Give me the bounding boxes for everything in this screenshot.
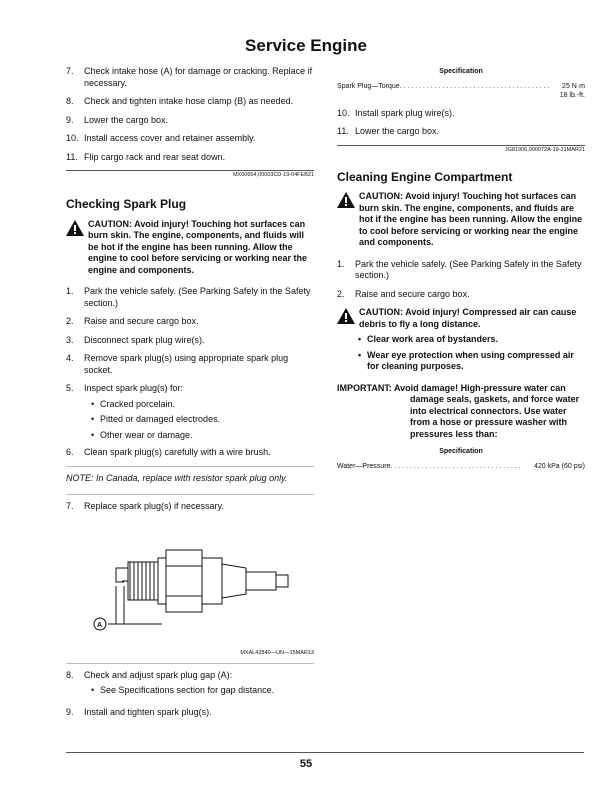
bullet-item	[91, 685, 314, 697]
spec-value: 420 kPa (60 psi)	[534, 462, 585, 470]
step-item	[337, 289, 585, 301]
step-item	[66, 286, 314, 309]
spec-row	[337, 82, 585, 91]
bullet-dot: •	[358, 334, 362, 344]
important-notice: IMPORTANT: Avoid damage! High-pressure water can damage seals, gaskets, and force water into electrical connectors. Use water from a hose or pressure washer with pressures less than:	[337, 382, 580, 439]
step-number: 10.	[337, 107, 350, 118]
bullet-text: Cracked porcelain.	[100, 398, 176, 409]
spec-leader: . . . . . . . . . . . . . . . . . . . . . . . . . . . . . . . . . .	[390, 462, 521, 470]
step-item	[66, 383, 314, 395]
step-item	[66, 316, 314, 328]
left-column	[66, 66, 314, 725]
footer-rule	[66, 752, 584, 753]
spec-leader: . . . . . . . . . . . . . . . . . . . . . . . . . . . . . . . . . . . . . . .	[399, 82, 550, 90]
step-text: Lower the cargo box.	[355, 126, 440, 136]
bullet-dot: •	[91, 685, 95, 695]
bullet-item	[91, 414, 314, 426]
bullet-text: See Specifications section for gap distance.	[100, 685, 275, 695]
step-text: Check and adjust spark plug gap (A):	[84, 669, 233, 680]
step-item	[66, 96, 314, 108]
note-text: NOTE: In Canada, replace with resistor spark plug only.	[66, 472, 288, 483]
caution-block	[337, 307, 585, 330]
caution-block	[66, 219, 314, 277]
step-text: Flip cargo rack and rear seat down.	[84, 151, 226, 162]
warning-icon	[337, 308, 355, 324]
bullet-item	[91, 430, 314, 442]
bullet-dot: •	[91, 398, 95, 409]
step-item	[337, 126, 585, 138]
step-text: Install spark plug wire(s).	[355, 107, 455, 118]
section-heading-cleaning-engine: Cleaning Engine Compartment	[337, 169, 513, 184]
step-text: Install access cover and retainer assembly.	[84, 133, 256, 143]
step-number: 8.	[66, 669, 74, 680]
step-text: Park the vehicle safely. (See Parking Safely in the Safety section.)	[355, 258, 582, 280]
step-text: Replace spark plug(s) if necessary.	[84, 501, 224, 511]
step-text: Check intake hose (A) for damage or cracking. Replace if necessary.	[84, 66, 313, 88]
step-item	[66, 670, 314, 682]
step-number: 9.	[66, 706, 74, 717]
bullet-text: Other wear or damage.	[100, 429, 193, 440]
spec-alt-value: 18 lb.-ft.	[559, 91, 585, 99]
step-number: 7.	[66, 66, 74, 76]
step-item	[66, 66, 314, 89]
spark-plug-illustration	[86, 520, 306, 648]
note-divider	[66, 494, 314, 495]
step-item	[66, 115, 314, 127]
bullet-item	[91, 399, 314, 411]
spec-heading: Specification	[439, 448, 483, 455]
step-item	[66, 335, 314, 347]
reference-code: MX00654,00003CD-19-04FEB21	[232, 172, 314, 178]
step-number: 3.	[66, 334, 74, 345]
caution-text: CAUTION: Avoid injury! Touching hot surfaces can burn skin. The engine, components, and fluids will be hot if the engine has been running. Allow the engine to cool before servicing or working near the engine and components.	[88, 218, 308, 275]
steps-list	[66, 286, 314, 395]
spec-heading: Specification	[439, 68, 483, 75]
step-text: Disconnect spark plug wire(s).	[84, 334, 205, 345]
step-number: 4.	[66, 353, 74, 363]
step-text: Park the vehicle safely. (See Parking Safely in the Safety section.)	[84, 286, 311, 308]
step-item	[66, 152, 314, 164]
step-text: Raise and secure cargo box.	[355, 288, 470, 299]
step-item	[66, 501, 314, 513]
step-item	[337, 108, 585, 120]
step-number: 2.	[66, 316, 74, 326]
page-title: Service Engine	[245, 36, 367, 55]
step-item	[66, 353, 314, 376]
spec-label: Water—Pressure	[337, 462, 391, 470]
spec-label: Spark Plug—Torque	[337, 82, 400, 90]
step-item	[66, 707, 314, 719]
bullet-dot: •	[91, 429, 95, 440]
spec-block	[337, 82, 585, 100]
bullet-text: Wear eye protection when using compressed air for cleaning purposes.	[367, 349, 574, 371]
step-text: Lower the cargo box.	[84, 114, 169, 125]
bullet-item	[358, 334, 585, 346]
page-number: 55	[299, 758, 313, 770]
step-text: Remove spark plug(s) using appropriate spark plug socket.	[84, 353, 289, 375]
step-text: Clean spark plug(s) carefully with a wire brush.	[84, 447, 271, 457]
caution-text: CAUTION: Avoid injury! Touching hot surfaces can burn skin. The engine, components, and fluids are hot if the engine has been running. Allow the engine to cool before servicing or working near the engine and components.	[359, 191, 583, 247]
step-number: 9.	[66, 114, 74, 125]
figure-reference: MXAL42840—UN—15MAR13	[240, 650, 314, 656]
spec-row	[337, 462, 585, 471]
steps-list	[337, 259, 585, 301]
step-text: Install and tighten spark plug(s).	[84, 706, 212, 717]
bullet-dot: •	[91, 414, 95, 424]
top-steps-list	[66, 66, 314, 163]
step-number: 1.	[66, 286, 74, 296]
step-text: Check and tighten intake hose clamp (B) as needed.	[84, 96, 294, 106]
caution-bullets	[337, 334, 585, 373]
warning-icon	[337, 192, 355, 208]
bullet-dot: •	[358, 349, 362, 360]
step-number: 8.	[66, 96, 74, 106]
caution-text: CAUTION: Avoid injury! Compressed air can cause debris to fly a long distance.	[359, 307, 577, 329]
step-item	[66, 447, 314, 459]
step-item	[66, 133, 314, 145]
inspect-bullets	[66, 399, 314, 442]
bullet-item	[358, 350, 585, 373]
note-divider	[66, 466, 314, 467]
step-number: 10.	[66, 133, 79, 143]
right-column	[337, 66, 585, 471]
warning-icon	[66, 220, 84, 236]
spec-block	[337, 462, 585, 471]
step-text: Inspect spark plug(s) for:	[84, 383, 184, 393]
section-heading-checking-spark-plug: Checking Spark Plug	[66, 197, 187, 211]
figure-divider	[66, 663, 314, 664]
step-number: 1.	[337, 258, 345, 269]
reference-code: JG81906,000072A-19-31MAR21	[504, 146, 585, 153]
step-number: 6.	[66, 447, 74, 457]
spec-value: 25 N·m	[562, 82, 585, 90]
step-text: Raise and secure cargo box.	[84, 316, 199, 326]
step-number: 11.	[337, 126, 349, 136]
step-number: 11.	[66, 151, 78, 162]
caution-block	[337, 191, 585, 249]
steps-list	[337, 108, 585, 138]
step-item	[337, 259, 585, 282]
step-number: 5.	[66, 383, 74, 393]
callout-label: A	[97, 621, 103, 629]
step-number: 7.	[66, 501, 74, 511]
bullet-text: Pitted or damaged electrodes.	[100, 414, 221, 424]
step-number: 2.	[337, 288, 345, 299]
spark-plug-figure	[66, 520, 314, 660]
bullet-text: Clear work area of bystanders.	[367, 334, 499, 344]
